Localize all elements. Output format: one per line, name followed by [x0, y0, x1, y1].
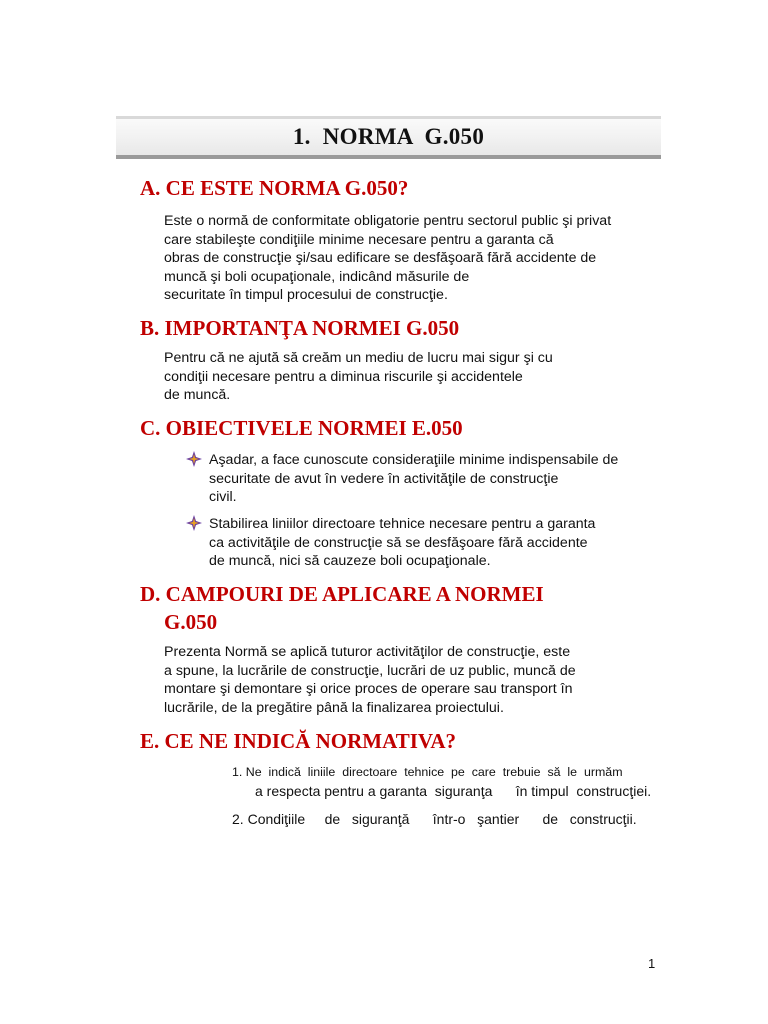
- section-a-heading: A. CE ESTE NORMA G.050?: [140, 176, 409, 200]
- section-d-line: Prezenta Normă se aplică tuturor activităţilor de construcţie, este: [164, 644, 571, 660]
- four-point-star-bullet-icon: [186, 451, 202, 467]
- list-item-text: a respecta pentru a garanta siguranţa în timpul construcţiei.: [255, 783, 652, 799]
- section-c-bullet-1: [209, 451, 665, 507]
- section-d-paragraph: [164, 643, 653, 717]
- section-c-bullet-2-line: de muncă, nici să cauzeze boli ocupaţionale.: [209, 553, 491, 570]
- section-c-bullet-2-line: Stabilirea liniilor directoare tehnice necesare pentru a garanta: [209, 516, 596, 532]
- section-c-bullet-2-line: ca activităţile de construcţie să se desfăşoare fără accidente: [209, 534, 588, 551]
- section-b-line: de muncă.: [164, 387, 231, 404]
- section-b-line: condiţii necesare pentru a diminua riscurile şi accidentele: [164, 368, 523, 385]
- list-item-number: 1.: [232, 765, 243, 779]
- section-d-heading-line-1: D. CAMPOURI DE APLICARE A NORMEI: [140, 582, 544, 606]
- four-point-star-bullet-icon: [186, 515, 202, 531]
- section-a-line: Este o normă de conformitate obligatorie pentru sectorul public şi privat: [164, 213, 612, 229]
- document-title: 1. NORMA G.050: [292, 124, 485, 149]
- list-item-text: Condiţiile de siguranţă într-o şantier de construcţii.: [247, 811, 637, 827]
- section-a-line: obras de construcţie şi/sau edificare se desfăşoară fără accidente de: [164, 250, 597, 267]
- section-b-heading: B. IMPORTANŢA NORMEI G.050: [140, 316, 460, 340]
- section-c-bullet-2: [209, 515, 649, 571]
- section-b-line: Pentru că ne ajută să creăm un mediu de lucru mai sigur şi cu: [164, 350, 553, 366]
- section-c-bullet-1-line: civil.: [209, 489, 237, 506]
- section-a-line: care stabileşte condiţiile minime necesare pentru a garanta că: [164, 231, 554, 248]
- section-d-line: lucrările, de la pregătire până la finalizarea proiectului.: [164, 699, 504, 716]
- section-c-bullet-1-line: Aşadar, a face cunoscute consideraţiile minime indispensabile de: [209, 452, 619, 468]
- section-e-list-item-2: [232, 810, 652, 828]
- section-d-line: montare şi demontare şi orice proces de operare sau transport în: [164, 681, 573, 698]
- section-d-heading-line-2: G.050: [164, 610, 218, 634]
- section-b-paragraph: [164, 349, 606, 405]
- section-c-heading: C. OBIECTIVELE NORMEI E.050: [140, 416, 463, 440]
- page-number: 1: [648, 956, 656, 971]
- list-item-text: Ne indică liniile directoare tehnice pe care trebuie să le urmăm: [245, 765, 623, 779]
- section-d-line: a spune, la lucrările de construcţie, lucrări de uz public, muncă de: [164, 662, 576, 679]
- list-item-number: 2.: [232, 811, 244, 827]
- section-a-line: muncă şi boli ocupaţionale, indicând măsurile de: [164, 268, 470, 285]
- section-a-paragraph: [164, 212, 665, 305]
- section-e-list-item-1: [232, 764, 662, 780]
- section-a-line: securitate în timpul procesului de construcţie.: [164, 287, 448, 304]
- section-c-bullet-1-line: securitate de avut în vedere în activităţile de construcţie: [209, 470, 559, 487]
- section-e-list-item-1-continued: [255, 782, 665, 800]
- section-e-heading: E. CE NE INDICĂ NORMATIVA?: [140, 729, 457, 753]
- title-band: [116, 116, 661, 159]
